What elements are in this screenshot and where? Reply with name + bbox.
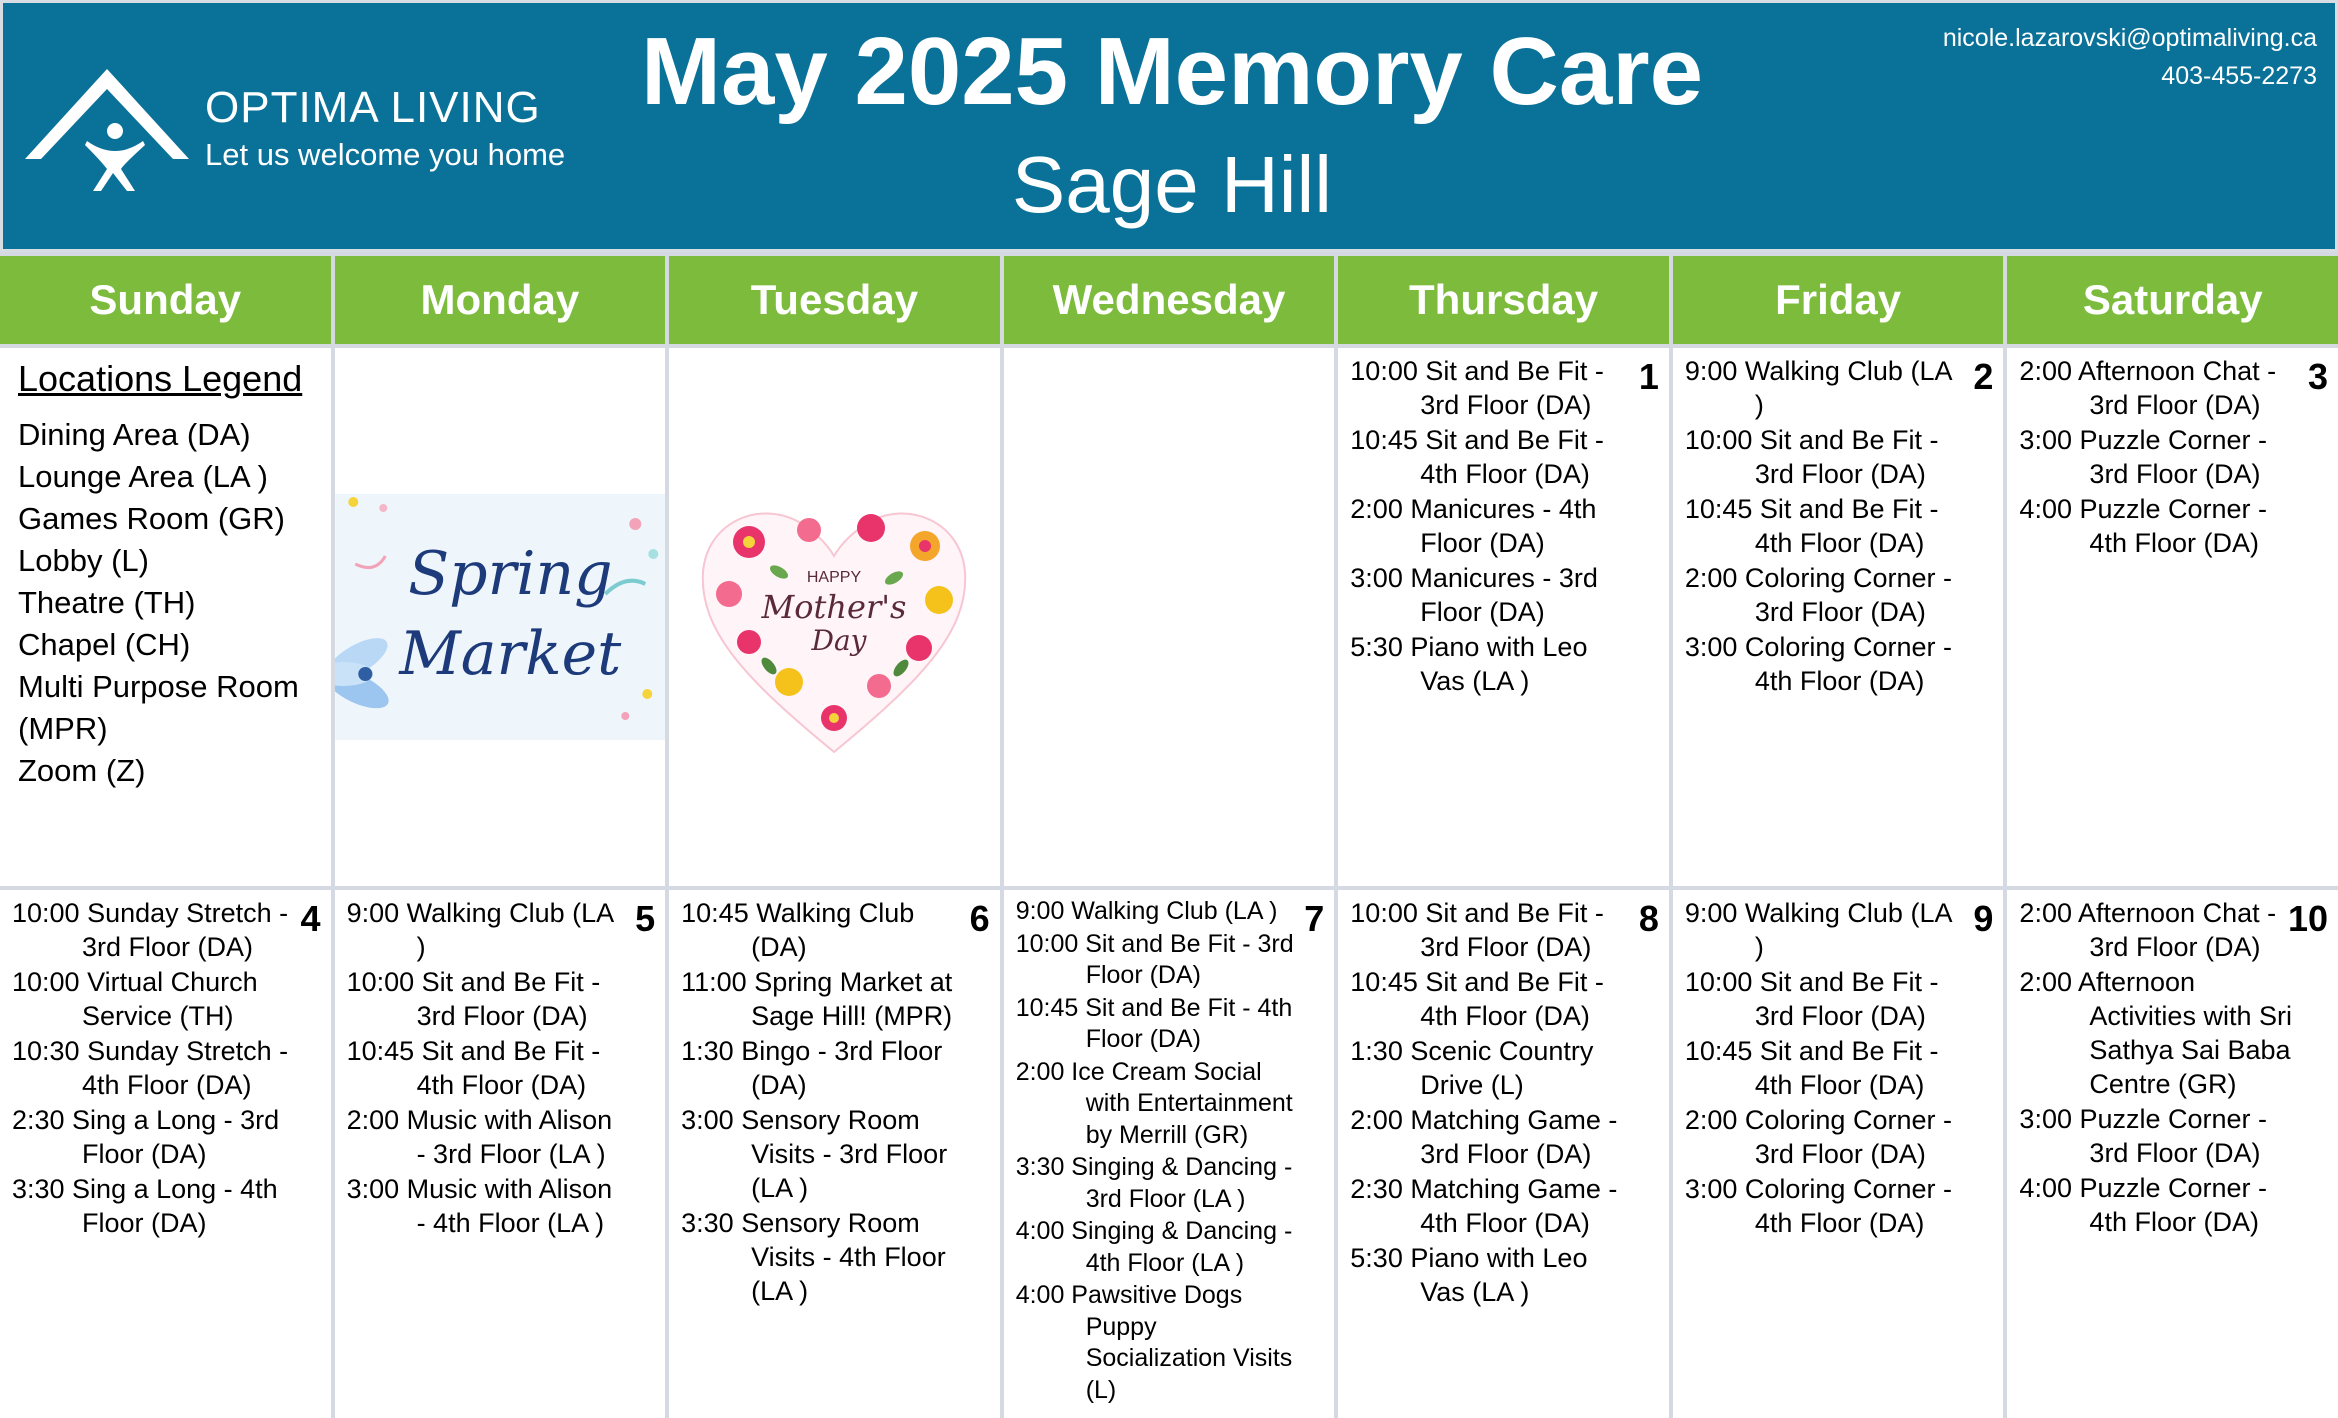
event-item: 3:30 Sing a Long - 4th Floor (DA) bbox=[12, 1174, 278, 1238]
event-item: 10:45 Walking Club (DA) bbox=[681, 898, 915, 962]
calendar-cell-day-1 bbox=[1338, 348, 1669, 886]
event-item: 2:00 Manicures - 4th Floor (DA) bbox=[1350, 494, 1597, 558]
calendar-cell-day-4 bbox=[0, 890, 331, 1418]
event-item: 2:00 Ice Cream Social with Entertainment by Merrill (GR) bbox=[1015, 1057, 1293, 1149]
day-number: 6 bbox=[969, 898, 990, 939]
event-item: 1:30 Bingo - 3rd Floor (DA) bbox=[681, 1036, 943, 1100]
event-item: 3:00 Sensory Room Visits - 3rd Floor (LA ) bbox=[681, 1105, 948, 1203]
page-subtitle: Sage Hill bbox=[1011, 140, 1333, 229]
calendar-cell-day-9 bbox=[1673, 890, 2004, 1418]
event-item: 10:45 Sit and Be Fit - 4th Floor (DA) bbox=[1350, 425, 1604, 489]
day-header-monday: Monday bbox=[335, 256, 666, 344]
event-item: 3:00 Music with Alison - 4th Floor (LA ) bbox=[346, 1174, 613, 1238]
day-header-tuesday: Tuesday bbox=[669, 256, 1000, 344]
day-number: 4 bbox=[300, 898, 321, 939]
day-number: 3 bbox=[2307, 356, 2328, 397]
contact-info bbox=[1943, 19, 2317, 95]
legend-item: Games Room (GR) bbox=[18, 501, 285, 536]
day-header-wednesday: Wednesday bbox=[1004, 256, 1335, 344]
event-item: 10:00 Sit and Be Fit - 3rd Floor (DA) bbox=[1350, 898, 1604, 962]
calendar-cell-day-5 bbox=[335, 890, 666, 1418]
event-item: 11:00 Spring Market at Sage Hill! (MPR) bbox=[681, 967, 953, 1031]
event-item: 3:30 Sensory Room Visits - 4th Floor (LA ) bbox=[681, 1208, 946, 1306]
spring-market-image bbox=[335, 494, 666, 740]
event-item: 3:00 Manicures - 3rd Floor (DA) bbox=[1350, 563, 1598, 627]
event-list bbox=[1350, 354, 1659, 698]
legend-item: Multi Purpose Room (MPR) bbox=[18, 669, 299, 746]
event-item: 9:00 Walking Club (LA ) bbox=[346, 898, 613, 962]
day-number: 10 bbox=[2287, 898, 2328, 939]
event-item: 10:45 Sit and Be Fit - 4th Floor (DA) bbox=[1015, 993, 1293, 1053]
event-item: 10:00 Sit and Be Fit - 3rd Floor (DA) bbox=[1684, 425, 1939, 489]
day-text: Day bbox=[811, 624, 867, 657]
event-list bbox=[681, 896, 990, 1308]
event-list bbox=[1016, 896, 1325, 1406]
event-item: 9:00 Walking Club (LA ) bbox=[1015, 897, 1278, 925]
event-item: 10:45 Sit and Be Fit - 4th Floor (DA) bbox=[346, 1036, 601, 1100]
logo-tagline: Let us welcome you home bbox=[205, 137, 566, 172]
calendar-cell-wednesday-week1 bbox=[1004, 348, 1335, 886]
day-header-saturday: Saturday bbox=[2007, 256, 2338, 344]
event-item: 10:00 Virtual Church Service (TH) bbox=[12, 967, 258, 1031]
calendar-cell-day-10 bbox=[2007, 890, 2338, 1418]
event-item: 10:00 Sit and Be Fit - 3rd Floor (DA) bbox=[346, 967, 601, 1031]
event-item: 2:00 Coloring Corner - 3rd Floor (DA) bbox=[1684, 563, 1952, 627]
mothers-day-heart-image bbox=[689, 482, 979, 772]
day-number: 7 bbox=[1304, 898, 1325, 939]
event-item: 3:00 Puzzle Corner - 3rd Floor (DA) bbox=[2019, 1104, 2268, 1168]
market-text: Market bbox=[398, 619, 621, 689]
calendar-cell-day-8 bbox=[1338, 890, 1669, 1418]
event-item: 10:45 Sit and Be Fit - 4th Floor (DA) bbox=[1350, 967, 1604, 1031]
event-item: 3:00 Coloring Corner - 4th Floor (DA) bbox=[1684, 632, 1952, 696]
day-number: 1 bbox=[1638, 356, 1659, 397]
event-list bbox=[12, 896, 321, 1240]
event-item: 5:30 Piano with Leo Vas (LA ) bbox=[1350, 632, 1588, 696]
event-item: 10:45 Sit and Be Fit - 4th Floor (DA) bbox=[1684, 1036, 1939, 1100]
mothers-text: Mother's bbox=[761, 588, 907, 626]
event-list bbox=[1350, 896, 1659, 1309]
event-list bbox=[347, 896, 656, 1240]
logo-name: OPTIMA LIVING bbox=[205, 83, 541, 132]
day-number: 5 bbox=[635, 898, 656, 939]
event-item: 2:00 Matching Game - 3rd Floor (DA) bbox=[1350, 1105, 1618, 1169]
event-list bbox=[1685, 896, 1994, 1240]
event-item: 4:00 Puzzle Corner - 4th Floor (DA) bbox=[2019, 1173, 2268, 1237]
event-list bbox=[2019, 354, 2328, 560]
calendar-grid bbox=[0, 252, 2338, 1418]
legend-item: Lounge Area (LA ) bbox=[18, 459, 268, 494]
calendar-cell-day-7 bbox=[1004, 890, 1335, 1418]
event-item: 2:00 Afternoon Chat - 3rd Floor (DA) bbox=[2019, 356, 2277, 420]
spring-text: Spring bbox=[407, 539, 613, 609]
event-item: 3:00 Coloring Corner - 4th Floor (DA) bbox=[1684, 1174, 1952, 1238]
event-item: 10:30 Sunday Stretch - 4th Floor (DA) bbox=[12, 1036, 289, 1100]
event-item: 10:00 Sit and Be Fit - 3rd Floor (DA) bbox=[1015, 929, 1294, 989]
legend-item: Zoom (Z) bbox=[18, 753, 146, 788]
event-item: 2:00 Coloring Corner - 3rd Floor (DA) bbox=[1684, 1105, 1952, 1169]
event-list bbox=[2019, 896, 2328, 1239]
event-item: 10:45 Sit and Be Fit - 4th Floor (DA) bbox=[1684, 494, 1939, 558]
legend-item: Chapel (CH) bbox=[18, 627, 191, 662]
day-number: 8 bbox=[1638, 898, 1659, 939]
legend-title: Locations Legend bbox=[18, 358, 303, 399]
event-item: 2:00 Afternoon Chat - 3rd Floor (DA) bbox=[2019, 898, 2277, 962]
event-item: 10:00 Sit and Be Fit - 3rd Floor (DA) bbox=[1350, 356, 1604, 420]
event-item: 9:00 Walking Club (LA ) bbox=[1684, 356, 1951, 420]
calendar-cell-tuesday-week1 bbox=[669, 348, 1000, 886]
house-person-logo-icon bbox=[25, 65, 195, 195]
event-list bbox=[1685, 354, 1994, 698]
event-item: 2:30 Sing a Long - 3rd Floor (DA) bbox=[12, 1105, 280, 1169]
event-item: 1:30 Scenic Country Drive (L) bbox=[1350, 1036, 1594, 1100]
event-item: 10:00 Sunday Stretch - 3rd Floor (DA) bbox=[12, 898, 289, 962]
optima-living-logo bbox=[25, 65, 585, 195]
event-item: 9:00 Walking Club (LA ) bbox=[1684, 898, 1951, 962]
event-item: 4:00 Pawsitive Dogs Puppy Socialization Visits (L) bbox=[1015, 1281, 1293, 1404]
event-item: 3:00 Puzzle Corner - 3rd Floor (DA) bbox=[2019, 425, 2268, 489]
day-number: 2 bbox=[1973, 356, 1994, 397]
legend-item: Lobby (L) bbox=[18, 543, 149, 578]
page-title: May 2025 Memory Care bbox=[641, 18, 1703, 125]
event-item: 4:00 Puzzle Corner - 4th Floor (DA) bbox=[2019, 494, 2268, 558]
contact-phone: 403-455-2273 bbox=[2161, 62, 2317, 90]
event-item: 2:30 Matching Game - 4th Floor (DA) bbox=[1350, 1174, 1618, 1238]
event-item: 3:30 Singing & Dancing - 3rd Floor (LA ) bbox=[1015, 1153, 1293, 1213]
calendar-cell-day-3 bbox=[2007, 348, 2338, 886]
day-number: 9 bbox=[1973, 898, 1994, 939]
event-item: 10:00 Sit and Be Fit - 3rd Floor (DA) bbox=[1684, 967, 1939, 1031]
day-header-friday: Friday bbox=[1673, 256, 2004, 344]
contact-email[interactable]: nicole.lazarovski@optimaliving.ca bbox=[1942, 24, 2317, 52]
happy-text: HAPPY bbox=[807, 569, 862, 586]
calendar-cell-day-2 bbox=[1673, 348, 2004, 886]
event-item: 5:30 Piano with Leo Vas (LA ) bbox=[1350, 1243, 1588, 1307]
legend-item: Dining Area (DA) bbox=[18, 417, 251, 452]
calendar-header bbox=[0, 0, 2338, 252]
event-item: 4:00 Singing & Dancing - 4th Floor (LA ) bbox=[1015, 1217, 1293, 1277]
event-item: 2:00 Afternoon Activities with Sri Sathya Sai Baba Centre (GR) bbox=[2019, 967, 2292, 1099]
locations-legend bbox=[0, 348, 331, 886]
day-header-thursday: Thursday bbox=[1338, 256, 1669, 344]
calendar-cell-monday-week1 bbox=[335, 348, 666, 886]
legend-item: Theatre (TH) bbox=[18, 585, 196, 620]
day-header-sunday: Sunday bbox=[0, 256, 331, 344]
calendar-cell-day-6 bbox=[669, 890, 1000, 1418]
event-item: 2:00 Music with Alison - 3rd Floor (LA ) bbox=[346, 1105, 613, 1169]
